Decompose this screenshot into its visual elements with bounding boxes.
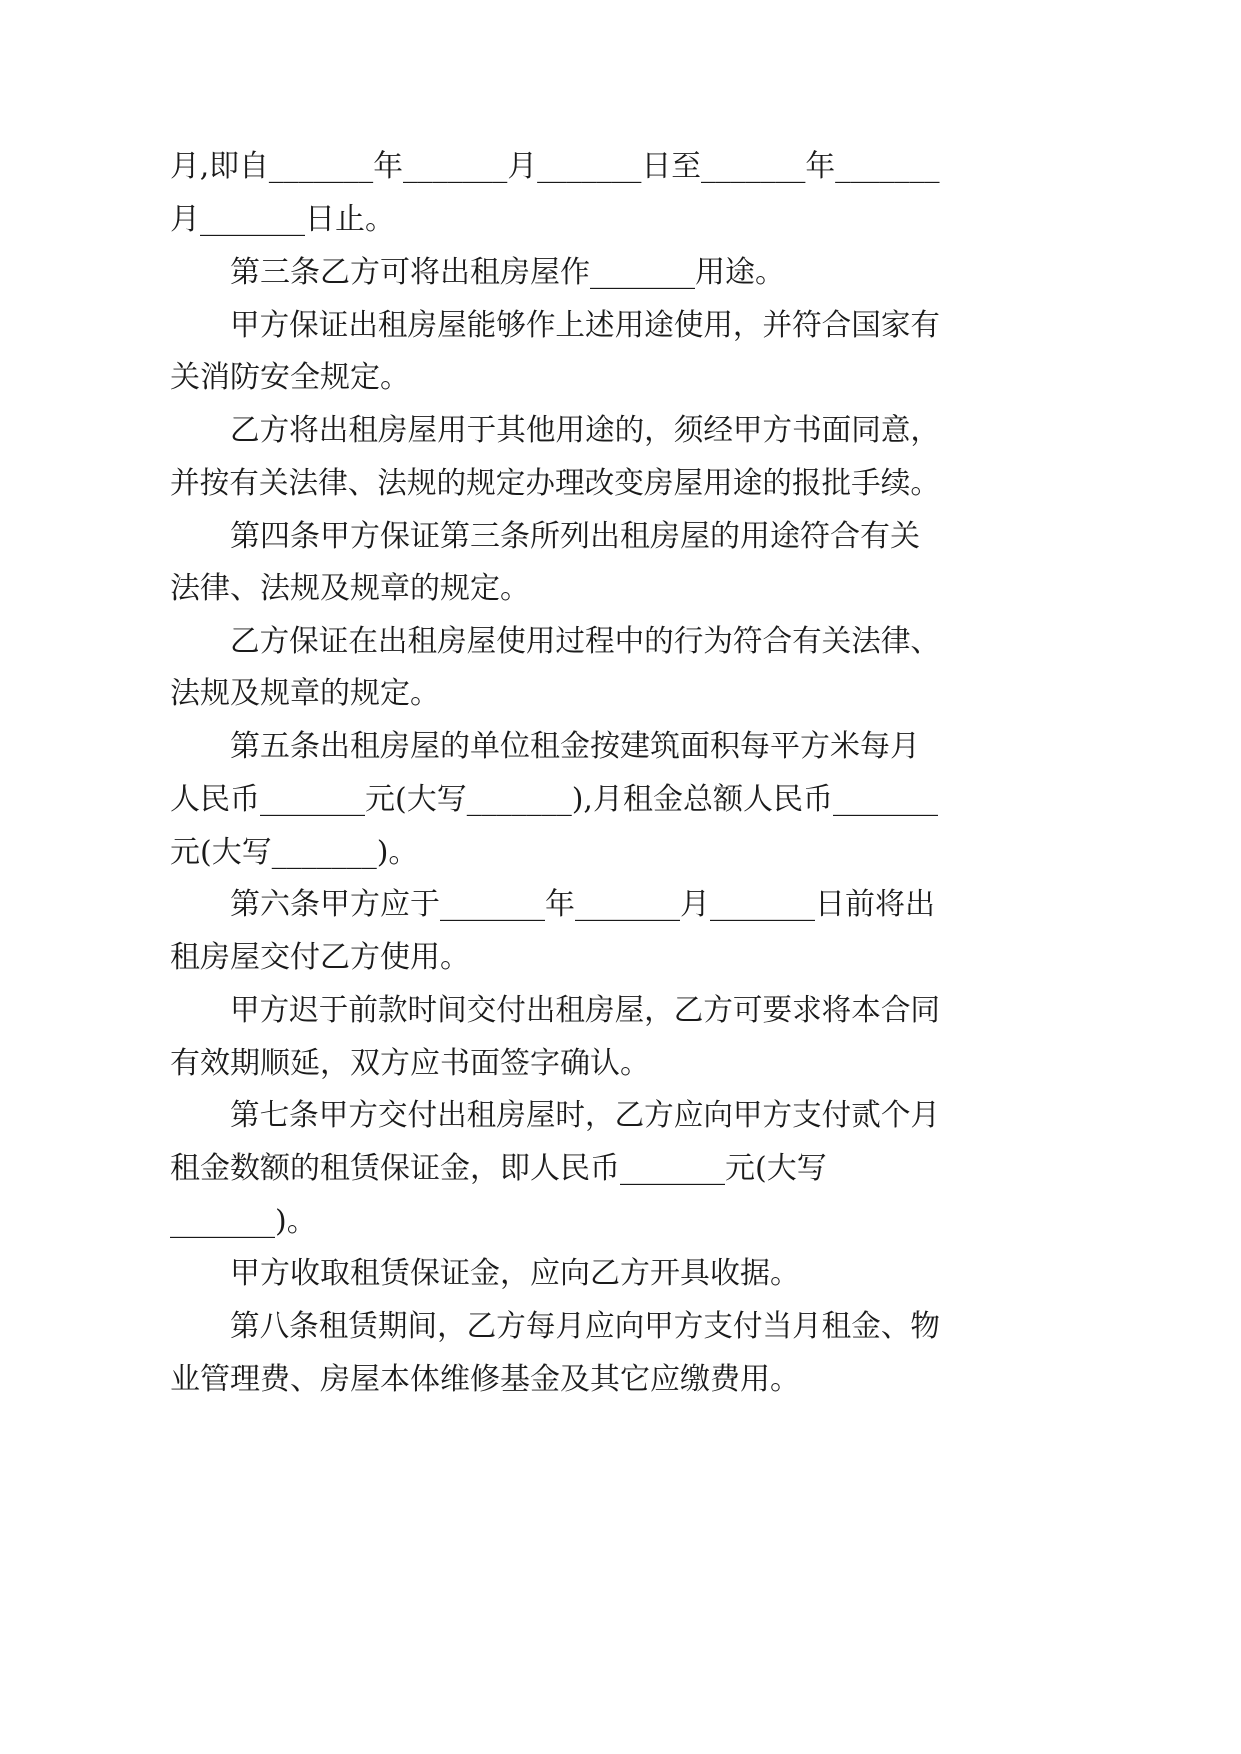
line-text: 第四条甲方保证第三条所列出租房屋的用途符合有关 bbox=[230, 519, 920, 554]
text-line bbox=[0, 1360, 1241, 1400]
line-text: 甲方收取租赁保证金，应向乙方开具收据。 bbox=[230, 1256, 800, 1291]
text-line bbox=[0, 1254, 1241, 1294]
text-line bbox=[0, 306, 1241, 346]
line-text: 租房屋交付乙方使用。 bbox=[170, 940, 470, 975]
text-line bbox=[0, 1149, 1241, 1189]
line-text: 法律、法规及规章的规定。 bbox=[170, 571, 530, 606]
text-line bbox=[0, 253, 1241, 293]
text-line bbox=[0, 517, 1241, 557]
line-text: 乙方将出租房屋用于其他用途的，须经甲方书面同意， bbox=[230, 413, 940, 448]
text-line bbox=[0, 885, 1241, 925]
line-text: 甲方迟于前款时间交付出租房屋，乙方可要求将本合同 bbox=[230, 993, 940, 1028]
text-line bbox=[0, 622, 1241, 662]
line-text: 第六条甲方应于_______年_______月_______日前将出 bbox=[230, 887, 935, 922]
text-line bbox=[0, 411, 1241, 451]
text-line bbox=[0, 1044, 1241, 1084]
line-text: 乙方保证在出租房屋使用过程中的行为符合有关法律、 bbox=[230, 624, 940, 659]
line-text: 业管理费、房屋本体维修基金及其它应缴费用。 bbox=[170, 1362, 800, 1397]
line-text: 月_______日止。 bbox=[170, 202, 395, 237]
text-line bbox=[0, 1096, 1241, 1136]
line-text: 租金数额的租赁保证金，即人民币_______元(大写 bbox=[170, 1151, 827, 1186]
text-line bbox=[0, 147, 1241, 187]
text-line bbox=[0, 464, 1241, 504]
line-text: 关消防安全规定。 bbox=[170, 360, 410, 395]
line-text: 甲方保证出租房屋能够作上述用途使用，并符合国家有 bbox=[230, 308, 940, 343]
line-text: 第三条乙方可将出租房屋作_______用途。 bbox=[230, 255, 785, 290]
line-text: 第五条出租房屋的单位租金按建筑面积每平方米每月 bbox=[230, 729, 920, 764]
text-line bbox=[0, 938, 1241, 978]
text-line bbox=[0, 569, 1241, 609]
text-line bbox=[0, 991, 1241, 1031]
line-text: 法规及规章的规定。 bbox=[170, 676, 440, 711]
line-text: _______)。 bbox=[170, 1204, 317, 1239]
line-text: 人民币_______元(大写_______),月租金总额人民币_______ bbox=[170, 782, 938, 817]
text-line bbox=[0, 833, 1241, 873]
line-text: 元(大写_______)。 bbox=[170, 835, 419, 870]
line-text: 第七条甲方交付出租房屋时，乙方应向甲方支付贰个月 bbox=[230, 1098, 940, 1133]
line-text: 并按有关法律、法规的规定办理改变房屋用途的报批手续。 bbox=[170, 466, 941, 501]
text-line bbox=[0, 780, 1241, 820]
line-text: 月,即自_______年_______月_______日至_______年_______ bbox=[170, 149, 940, 184]
line-text: 第八条租赁期间，乙方每月应向甲方支付当月租金、物 bbox=[230, 1309, 940, 1344]
text-line bbox=[0, 358, 1241, 398]
line-text: 有效期顺延，双方应书面签字确认。 bbox=[170, 1046, 650, 1081]
text-line bbox=[0, 1202, 1241, 1242]
text-line bbox=[0, 727, 1241, 767]
text-line bbox=[0, 200, 1241, 240]
text-line bbox=[0, 674, 1241, 714]
text-line bbox=[0, 1307, 1241, 1347]
